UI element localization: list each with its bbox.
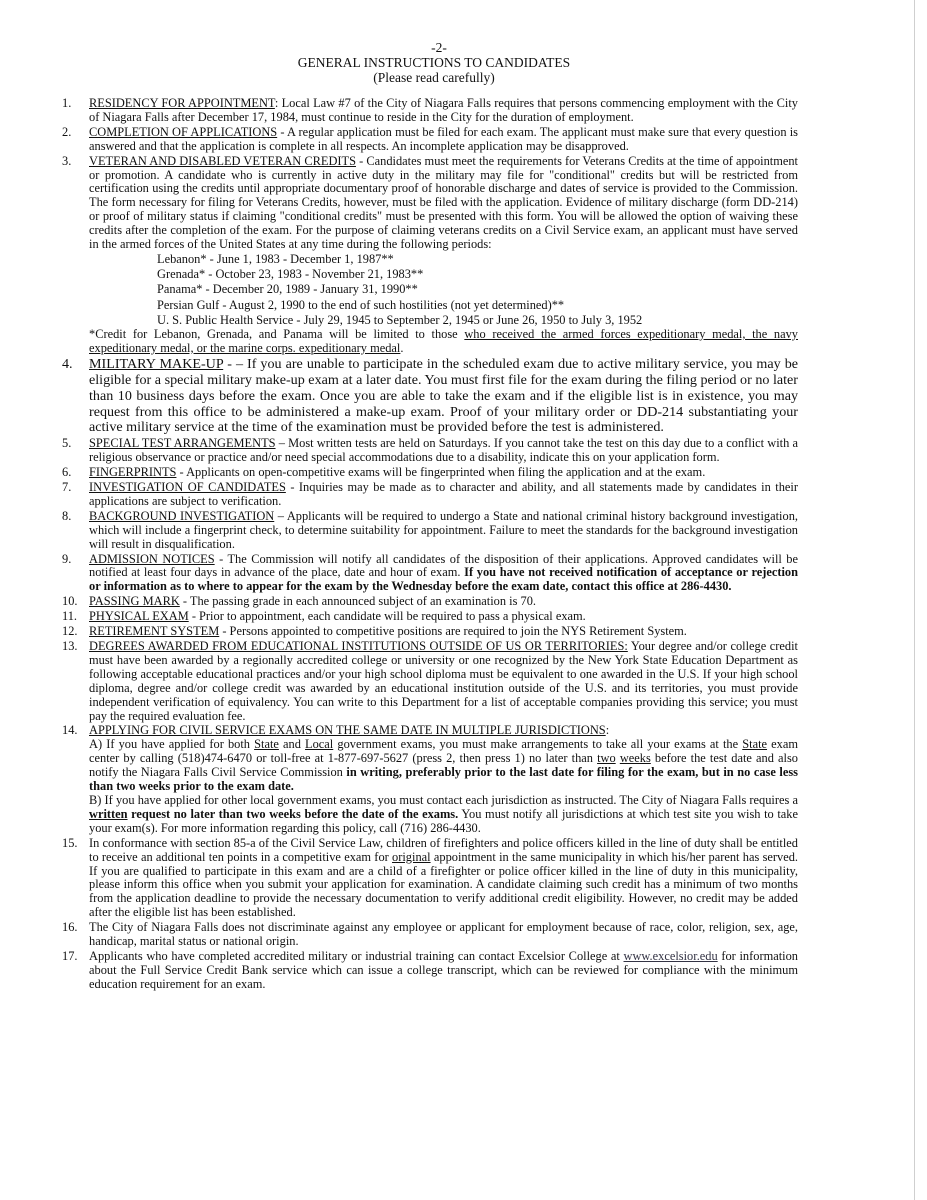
instruction-veteran-credits [60, 155, 798, 356]
instruction-residency [60, 97, 798, 125]
item-body: - – If you are unable to participate in the scheduled exam due to active military service, you may be eligible for a special military make-up exam at a later date. You must first file for the exam during the filing period or no later than 10 business days before the exam. Once you are able to take the exam and if the eligible list is in existence, you may request from this office to be administered a make-up exam. Proof of your military order or DD-214 substantiating your active military service at the time of the examination must be provided before the test is administered. [89, 355, 799, 436]
para-text: B) If you have applied for other local government exams, you must contact each jurisdiction as instructed. The City of Niagara Falls requires a [89, 792, 798, 807]
service-period: Lebanon* - June 1, 1983 - December 1, 1987** [157, 251, 394, 266]
para-underlined: Local [305, 737, 334, 752]
item-number: 6. [62, 465, 72, 480]
item-number: 2. [62, 124, 72, 139]
para-text: and [278, 737, 306, 752]
item-bold-text: If you have not received notification of acceptance or rejection or information as to where to appear for the exam by the Wednesday before the exam date, contact this office at 286-4430. [89, 565, 798, 594]
item-number: 13. [62, 639, 78, 654]
instruction-special-test [60, 437, 798, 465]
credit-footnote [89, 328, 798, 356]
excelsior-link[interactable]: www.excelsior.edu [623, 948, 718, 963]
item-heading: COMPLETION OF APPLICATIONS [89, 124, 278, 139]
item-body: - The passing grade in each announced subject of an examination is 70. [179, 594, 537, 609]
item-body: - Inquiries may be made as to character and ability, and all statements made by candidates in their applications are subject to verification. [89, 480, 798, 508]
item-number: 3. [62, 153, 72, 168]
instruction-retirement [60, 625, 798, 639]
item-heading: MILITARY MAKE-UP [89, 355, 224, 372]
para-underlined: weeks [619, 751, 651, 766]
instruction-physical-exam [60, 610, 798, 624]
instruction-degrees [60, 640, 798, 723]
instruction-excelsior [60, 950, 798, 992]
para-text: before the test date and also notify the Niagara Falls Civil Service Commission [89, 751, 798, 780]
item-body: appointment in the same municipality in which his/her parent has served. If you are qualified to participate in this exam and are a child of a firefighter or police officer killed in the line of duty in this municipality, please inform this office when you submit your application for examination. A candidate claiming such credit has a minimum of two months from the application deadline to provide the necessary documentation to verify additional credit eligibility. However, no credit may be added after the eligible list has been established. [89, 849, 799, 920]
para-underlined: State [742, 737, 768, 752]
para-bold: in writing, preferably prior to the last date for filing for the exam, but in no case less than two weeks prior to the exam date. [89, 765, 798, 794]
item-body: In conformance with section 85-a of the Civil Service Law, children of firefighters and police officers killed in the line of duty shall be entitled to receive an additional ten points in a competitive exam for [89, 835, 798, 864]
item-heading: ADMISSION NOTICES [89, 551, 215, 566]
item-number: 4. [62, 355, 73, 372]
item-body: - Prior to appointment, each candidate will be required to pass a physical exam. [188, 609, 586, 624]
item-heading: BACKGROUND INVESTIGATION [89, 508, 275, 523]
item-heading: PHYSICAL EXAM [89, 609, 189, 624]
instruction-investigation [60, 481, 798, 509]
para-text: exam center by calling (518)474-6470 or toll-free at 1-877-697-5627 (press 2, then press 1) no later than [89, 737, 798, 766]
item-heading: DEGREES AWARDED FROM EDUCATIONAL INSTITUTIONS OUTSIDE OF US OR TERRITORIES: [89, 639, 628, 654]
item-body: Applicants who have completed accredited military or industrial training can contact Excelsior College at [89, 948, 624, 963]
item-heading: APPLYING FOR CIVIL SERVICE EXAMS ON THE SAME DATE IN MULTIPLE JURISDICTIONS [89, 723, 606, 738]
page-title: GENERAL INSTRUCTIONS TO CANDIDATES [297, 55, 571, 70]
item-number: 14. [62, 723, 78, 738]
instruction-admission [60, 553, 798, 595]
item-number: 8. [62, 508, 72, 523]
para-text: You must notify all jurisdictions at which test site you wish to take your exam(s). For more information regarding this policy, call (716) 286-4430. [89, 806, 798, 835]
item-number: 10. [62, 594, 78, 609]
item-underlined: original [392, 849, 431, 864]
para-underlined: State [254, 737, 279, 752]
page-number: -2- [431, 40, 447, 55]
jurisdiction-paragraph-a [89, 738, 798, 794]
item-number: 17. [62, 948, 78, 963]
page-subtitle: (Please read carefully) [373, 70, 495, 85]
item-heading: PASSING MARK [89, 594, 180, 609]
footnote-end: . [400, 340, 404, 355]
item-body: – Most written tests are held on Saturdays. If you cannot take the test on this day due to a conflict with a religious observance or practice and/or need special accommodations due to a disability, indicate this on your application form. [89, 436, 798, 465]
item-body: - A regular application must be filed for each exam. The applicant must make sure that every question is answered and that the application is complete in all respects. An incomplete application may be disapproved. [89, 124, 799, 153]
item-number: 7. [62, 480, 72, 495]
item-body: - Applicants on open-competitive exams will be fingerprinted when filing the application and at the exam. [176, 465, 706, 480]
footnote-underlined: who received the armed forces expeditionary medal, the navy expeditionary medal, or the marine corps. expeditionary medal [89, 326, 798, 355]
item-heading: VETERAN AND DISABLED VETERAN CREDITS [89, 153, 356, 168]
instruction-background [60, 510, 798, 552]
jurisdiction-paragraph-b [89, 794, 798, 836]
item-body: Local Law #7 of the City of Niagara Falls requires that persons commencing employment with the City of Niagara Falls after December 17, 1984, must continue to reside in the City for the duration of employment. [89, 96, 798, 124]
item-heading: FINGERPRINTS [89, 465, 177, 480]
item-body: – Applicants will be required to undergo a State and national criminal history background investigation, which will include a fingerprint check, to determine suitability for appointment. Failure to meet the standards for the background investigation will result in disqualification. [89, 508, 798, 551]
item-number: 5. [62, 436, 72, 451]
item-number: 15. [62, 835, 78, 850]
para-text: government exams, you must make arrangements to take all your exams at the [333, 737, 743, 752]
item-heading: RESIDENCY FOR APPOINTMENT [89, 96, 275, 110]
item-heading: RETIREMENT SYSTEM [89, 624, 220, 639]
item-number: 16. [62, 920, 78, 935]
item-body: - Candidates must meet the requirements for Veterans Credits at the time of appointment or promotion. A candidate who is currently in active duty in the military may file for "conditional" credits but will be restricted from certification using the credits until appropriate documentary proof of honorable discharge and dates of service is provided to the Commission. The form necessary for filing for Veterans Credits, however, must be filed with the application. Evidence of military discharge (form DD-214) or proof of military status if claiming "conditional credits" must be presented with this form. You will be allowed the option of waiving these credits after the completion of the exam. For the purpose of claiming veterans credits on a Civil Service exam, an applicant must have served in the armed forces of the United States at any time during the following periods: [89, 153, 798, 252]
para-bold: request no later than two weeks before the date of the exams. [127, 806, 459, 821]
para-underlined: two [597, 751, 616, 766]
instruction-military-makeup [60, 357, 798, 437]
item-number: 11. [62, 609, 78, 624]
item-heading: INVESTIGATION OF CANDIDATES [89, 480, 286, 495]
instruction-list [60, 97, 798, 992]
instruction-fingerprints [60, 466, 798, 480]
para-text: A) If you have applied for both [89, 737, 255, 752]
service-period: Panama* - December 20, 1989 - January 31, 1990** [157, 282, 418, 297]
item-body: The City of Niagara Falls does not discriminate against any employee or applicant for employment because of race, color, religion, sex, age, handicap, marital status or national origin. [89, 920, 798, 949]
instruction-passing-mark [60, 595, 798, 609]
instruction-completion [60, 126, 798, 154]
footnote-text: *Credit for Lebanon, Grenada, and Panama will be limited to those [89, 326, 465, 341]
service-period: Persian Gulf - August 2, 1990 to the end of such hostilities (not yet determined)** [157, 297, 565, 312]
instruction-section-85a [60, 837, 798, 920]
item-number: 1. [62, 96, 72, 110]
item-number: 12. [62, 624, 78, 639]
document-page [60, 40, 798, 993]
para-bold-underlined: written [89, 806, 128, 821]
item-body: - Persons appointed to competitive positions are required to join the NYS Retirement System. [219, 624, 687, 639]
instruction-nondiscrimination [60, 921, 798, 949]
service-periods-list [157, 252, 798, 328]
scan-edge-line [914, 0, 915, 1200]
service-period: Grenada* - October 23, 1983 - November 21, 1983** [157, 267, 424, 282]
item-body: Your degree and/or college credit must have been awarded by a regionally accredited college or university or one recognized by the New York State Education Department as following acceptable educational practices and/or your high school diploma must be equivalent to one awarded in the U.S. If your high school diploma, degree and/or college credit was awarded by an educational institution outside of the U.S. and its territories, you must provide independent verification of equivalency. You can write to this Department for a list of acceptable companies providing this service; you must pay the required evaluation fee. [89, 639, 799, 723]
item-heading-sep: : [274, 96, 279, 110]
instruction-multiple-jurisdictions: 14. APPLYING FOR CIVIL SERVICE EXAMS ON THE SAME DATE IN MULTIPLE JURISDICTIONS: A) If you have applied for both State and Local government exams, you must make arrangements to take all your exams at the State exam center by calling (518)474-6470 or toll-free at 1-877-697-5627 (press 2, then press 1) no later than two weeks before the test date and also notify the Niagara Falls Civil Service Commission in writing, preferably prior to the last date for filing for the exam, but in no case less than two weeks prior to the exam date. B) If you have applied for other local government exams, you must contact each jurisdiction as instructed. The City of Niagara Falls requires a written request no later than two weeks before the date of the exams. You must notify all jurisdictions at which test site you wish to take your exam(s). For more information regarding this policy, call (716) 286-4430. [62, 723, 798, 835]
item-number: 9. [62, 551, 72, 566]
item-body: for information about the Full Service Credit Bank service which can issue a college transcript, which can be reviewed for compliance with the minimum education requirement for an exam. [89, 948, 798, 991]
item-body: - The Commission will notify all candidates of the disposition of their applications. Approved candidates will be notified at least four days in advance of the place, date and hour of exam. [89, 551, 798, 580]
item-heading: SPECIAL TEST ARRANGEMENTS [89, 436, 276, 451]
service-period: U. S. Public Health Service - July 29, 1945 to September 2, 1945 or June 26, 1950 to July 3, 1952 [157, 312, 643, 327]
